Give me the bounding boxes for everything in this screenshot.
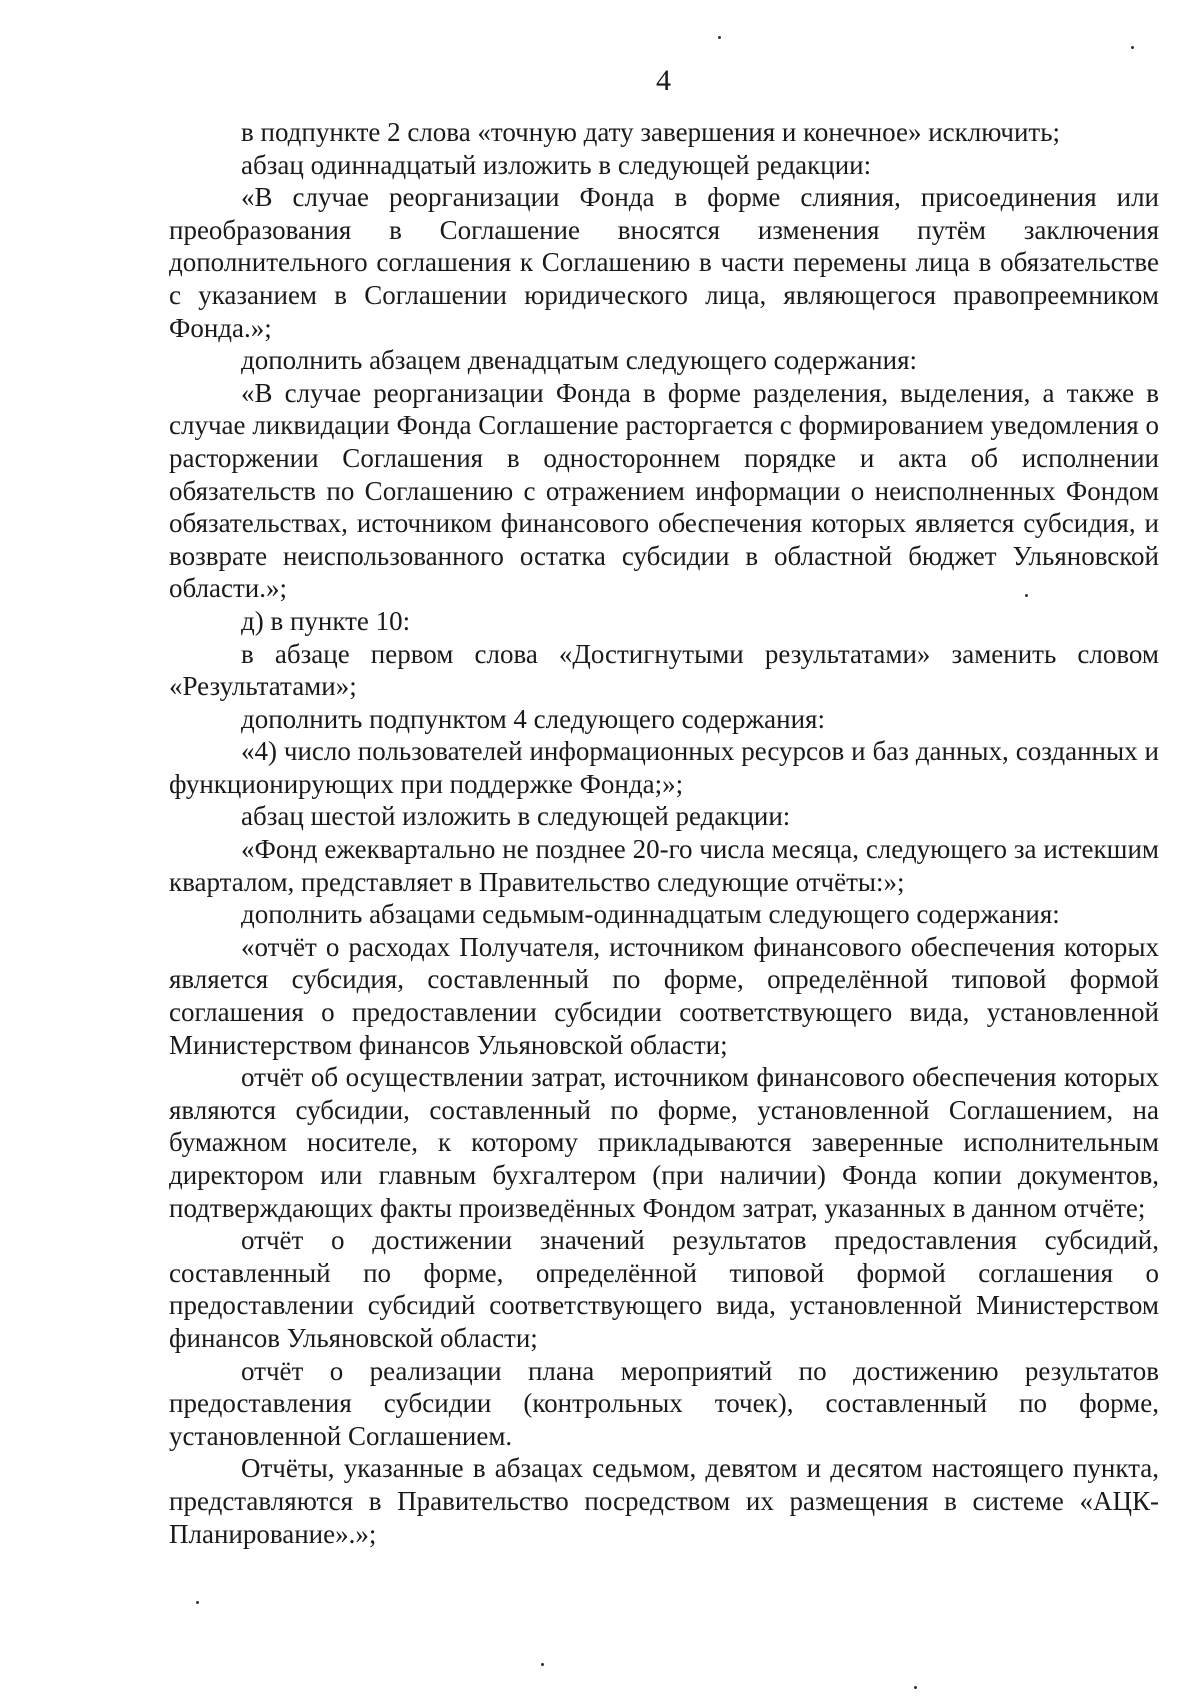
quoted-paragraph: «В случае реорганизации Фонда в форме слияния, присоединения или преобразования в Соглашение вносятся изменения путём заключения дополнительного соглашения к Соглашению в части перемены лица в обязательстве с указанием в Соглашении юридического лица, являющегося правопреемником Фонда.»; <box>169 182 1159 343</box>
scan-speck <box>541 1663 544 1666</box>
scan-speck <box>1025 594 1028 597</box>
paragraph: Отчёты, указанные в абзацах седьмом, девятом и десятом настоящего пункта, представляются в Правительство посредством их размещения в системе «АЦК-Планирование».»; <box>169 1453 1159 1549</box>
paragraph: дополнить абзацами седьмым-одиннадцатым следующего содержания: <box>241 899 1060 930</box>
paragraph: дополнить подпунктом 4 следующего содержания: <box>241 703 825 734</box>
scan-speck <box>718 36 721 39</box>
paragraph: в подпункте 2 слова «точную дату завершения и конечное» исключить; <box>241 117 1061 147</box>
paragraph: в абзаце первом слова «Достигнутыми результатами» заменить словом «Результатами»; <box>169 638 1159 702</box>
scan-speck <box>196 1601 199 1604</box>
paragraph: абзац шестой изложить в следующей редакции: <box>241 801 791 832</box>
paragraph: отчёт об осуществлении затрат, источником финансового обеспечения которых являются субсидии, составленный по форме, установленной Соглашением, на бумажном носителе, к которому прикладываются заверенные исполнительным директором или главным бухгалтером (при наличии) Фонда копии документов, подтверждающих факты произведённых Фондом затрат, указанных в данном отчёте; <box>169 1062 1159 1223</box>
subpoint-heading: д) в пункте 10: <box>241 605 411 636</box>
paragraph: отчёт о достижении значений результатов предоставления субсидий, составленный по форме, определённой типовой формой соглашения о предоставлении субсидий соответствующего вида, установленной Министерством финансов Ульяновской области; <box>169 1225 1159 1353</box>
quoted-paragraph: «4) число пользователей информационных ресурсов и баз данных, созданных и функционирующих при поддержке Фонда;»; <box>169 736 1159 799</box>
paragraph: отчёт о реализации плана мероприятий по достижению результатов предоставления субсидии (контрольных точек), составленный по форме, установленной Соглашением. <box>169 1355 1159 1451</box>
document-body <box>169 116 1159 1550</box>
scan-speck <box>1131 46 1134 49</box>
page-number: 4 <box>656 64 671 97</box>
quoted-paragraph: «Фонд ежеквартально не позднее 20-го числа месяца, следующего за истекшим кварталом, представляет в Правительство следующие отчёты:»; <box>169 834 1159 897</box>
paragraph: абзац одиннадцатый изложить в следующей редакции: <box>241 149 872 180</box>
quoted-paragraph: «отчёт о расходах Получателя, источником финансового обеспечения которых является субсидия, составленный по форме, определённой типовой формой соглашения о предоставлении субсидии соответствующего вида, установленной Министерством финансов Ульяновской области; <box>169 931 1159 1060</box>
quoted-paragraph: «В случае реорганизации Фонда в форме разделения, выделения, а также в случае ликвидации Фонда Соглашение расторгается с формированием уведомления о расторжении Соглашения в одностороннем порядке и акта об исполнении обязательств по Соглашению с отражением информации о неисполненных Фондом обязательствах, источником финансового обеспечения которых является субсидия, и возврате неиспользованного остатка субсидии в областной бюджет Ульяновской области.»; <box>169 377 1159 604</box>
paragraph: дополнить абзацем двенадцатым следующего содержания: <box>241 345 918 376</box>
scan-speck <box>914 1686 917 1689</box>
